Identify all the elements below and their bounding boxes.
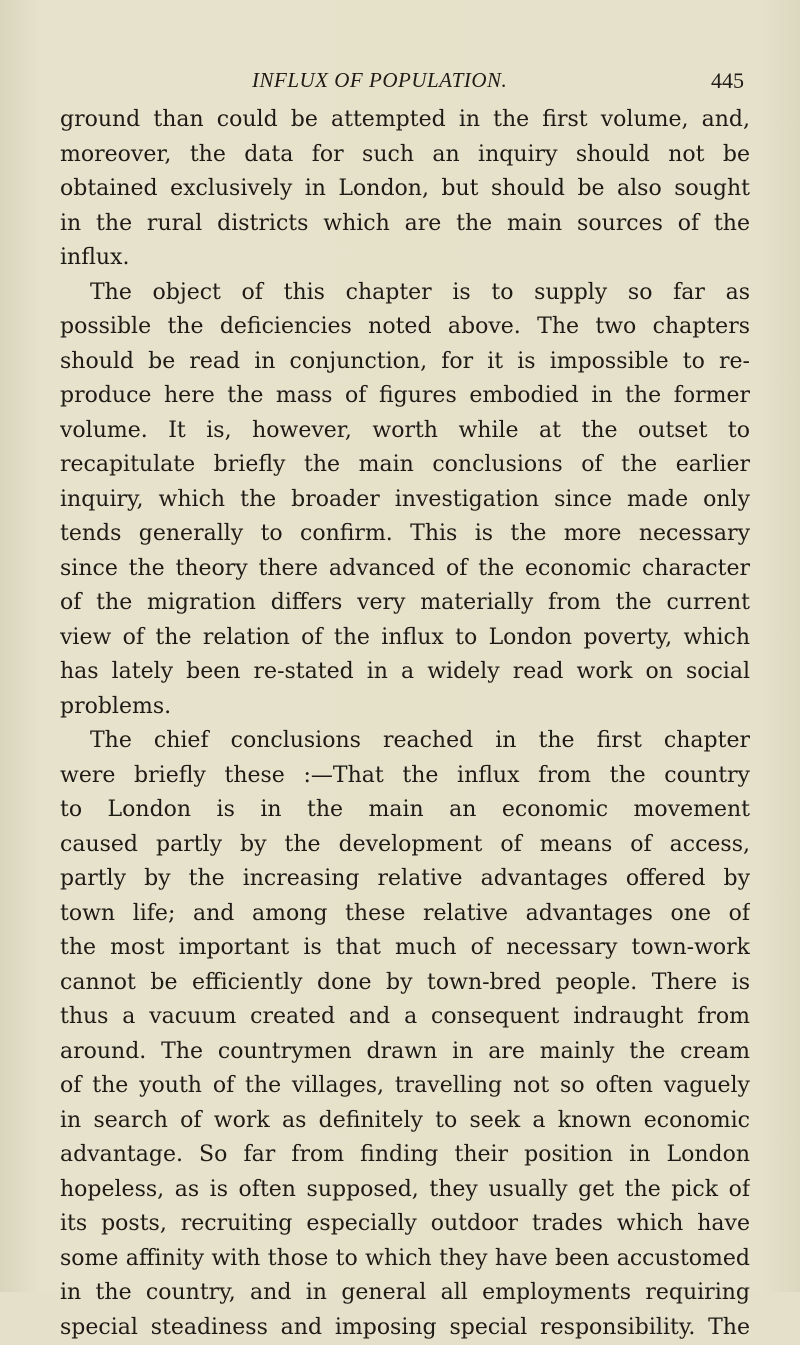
text-line: town life; and among these relative advantages one of [60,897,750,932]
text-line: view of the relation of the influx to London poverty, which [60,621,750,656]
text-line: the most important is that much of necessary town-work [60,931,750,966]
text-line: some affinity with those to which they have been accustomed [60,1242,750,1277]
text-line: caused partly by the development of means of access, [60,828,750,863]
text-line: inquiry, which the broader investigation since made only [60,483,750,518]
text-line: obtained exclusively in London, but should be also sought [60,172,750,207]
text-line: influx. [60,241,750,276]
text-line: possible the deficiencies noted above. The two chapters [60,310,750,345]
text-line: cannot be efficiently done by town-bred people. There is [60,966,750,1001]
text-line: problems. [60,690,750,725]
text-line: The chief conclusions reached in the first chapter [60,724,750,759]
text-line: around. The countrymen drawn in are mainly the cream [60,1035,750,1070]
page-header [60,68,750,100]
text-line: moreover, the data for such an inquiry should not be [60,138,750,173]
page-number: 445 [711,68,744,94]
text-line: produce here the mass of figures embodied in the former [60,379,750,414]
text-line: has lately been re-stated in a widely read work on social [60,655,750,690]
running-head: INFLUX OF POPULATION. [252,68,507,93]
text-line: recapitulate briefly the main conclusions of the earlier [60,448,750,483]
text-line: in the rural districts which are the main sources of the [60,207,750,242]
text-line: of the migration differs very materially from the current [60,586,750,621]
text-line: were briefly these :—That the influx from the country [60,759,750,794]
text-line: volume. It is, however, worth while at the outset to [60,414,750,449]
text-line: its posts, recruiting especially outdoor trades which have [60,1207,750,1242]
text-line: ground than could be attempted in the first volume, and, [60,103,750,138]
text-line: in search of work as definitely to seek a known economic [60,1104,750,1139]
text-line: to London is in the main an economic movement [60,793,750,828]
text-line: should be read in conjunction, for it is impossible to re- [60,345,750,380]
text-line: advantage. So far from finding their position in London [60,1138,750,1173]
text-line: in the country, and in general all employments requiring [60,1276,750,1311]
text-line: since the theory there advanced of the economic character [60,552,750,587]
text-line: thus a vacuum created and a consequent indraught from [60,1000,750,1035]
body-text [60,103,750,1345]
text-line: partly by the increasing relative advantages offered by [60,862,750,897]
text-line: special steadiness and imposing special responsibility. The [60,1311,750,1345]
text-line: tends generally to confirm. This is the more necessary [60,517,750,552]
text-line: hopeless, as is often supposed, they usually get the pick of [60,1173,750,1208]
text-line: The object of this chapter is to supply so far as [60,276,750,311]
text-line: of the youth of the villages, travelling not so often vaguely [60,1069,750,1104]
